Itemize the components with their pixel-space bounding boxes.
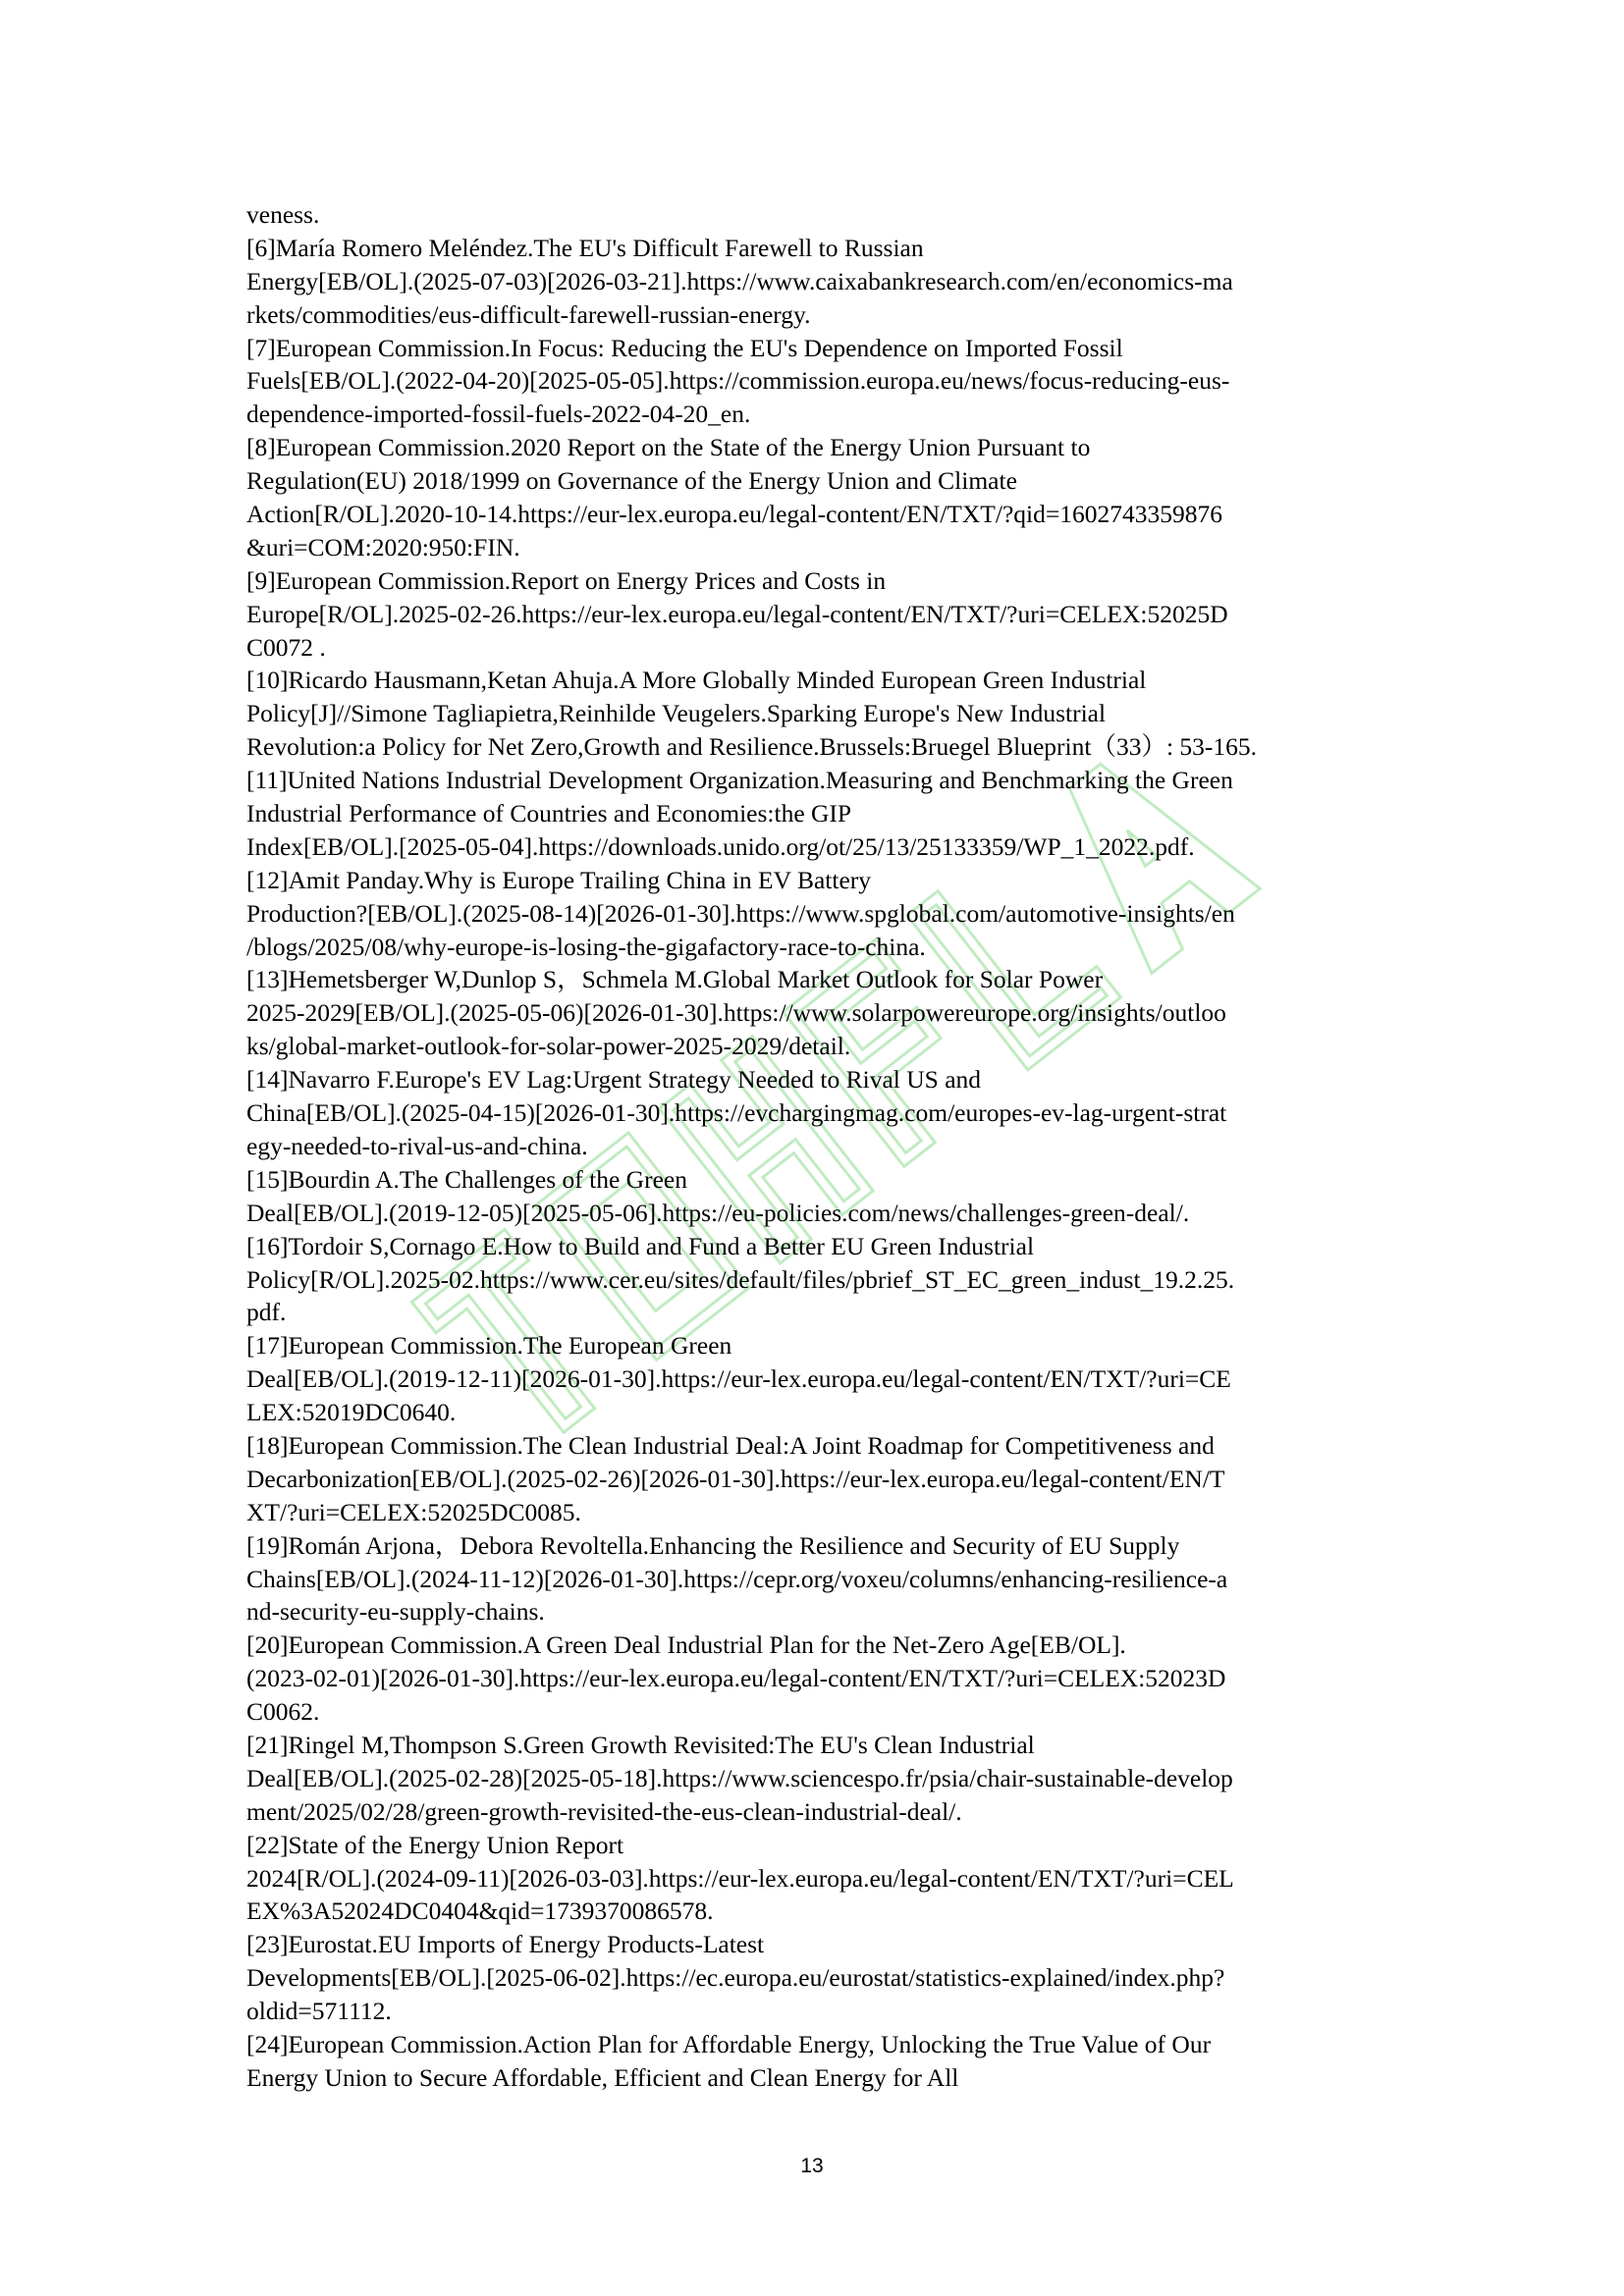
reference-line: [19]Román Arjona，Debora Revoltella.Enhancing the Resilience and Security of EU Supply bbox=[246, 1530, 1180, 1560]
reference-line: [14]Navarro F.Europe's EV Lag:Urgent Strategy Needed to Rival US and bbox=[246, 1065, 982, 1095]
reference-line: [13]Hemetsberger W,Dunlop S，Schmela M.Global Market Outlook for Solar Power bbox=[246, 965, 1104, 994]
reference-line: Energy[EB/OL].(2025-07-03)[2026-03-21].https://www.caixabankresearch.com/en/economics-ma bbox=[246, 266, 1233, 295]
page-number: 13 bbox=[800, 2155, 824, 2177]
reference-line: Developments[EB/OL].[2025-06-02].https://ec.europa.eu/eurostat/statistics-explained/index.php? bbox=[246, 1963, 1225, 1993]
reference-line: Deal[EB/OL].(2025-02-28)[2025-05-18].https://www.sciencespo.fr/psia/chair-sustainable-develop bbox=[246, 1763, 1233, 1792]
reference-line: [22]State of the Energy Union Report bbox=[246, 1830, 624, 1859]
reference-line: [20]European Commission.A Green Deal Industrial Plan for the Net-Zero Age[EB/OL]. bbox=[246, 1630, 1126, 1660]
reference-line: Chains[EB/OL].(2024-11-12)[2026-01-30].https://cepr.org/voxeu/columns/enhancing-resilience-a bbox=[246, 1564, 1228, 1593]
reference-line: Energy Union to Secure Affordable, Efficient and Clean Energy for All bbox=[246, 2062, 959, 2092]
reference-line: EX%3A52024DC0404&qid=1739370086578. bbox=[246, 1896, 714, 1926]
reference-line: Index[EB/OL].[2025-05-04].https://downloads.unido.org/ot/25/13/25133359/WP_1_2022.pdf. bbox=[246, 831, 1195, 861]
reference-line: C0062. bbox=[246, 1697, 320, 1727]
reference-line: [24]European Commission.Action Plan for Affordable Energy, Unlocking the True Value of Our bbox=[246, 2029, 1212, 2058]
reference-line: Regulation(EU) 2018/1999 on Governance of the Energy Union and Climate bbox=[246, 466, 1017, 496]
reference-line: [15]Bourdin A.The Challenges of the Green bbox=[246, 1164, 687, 1194]
reference-line: /blogs/2025/08/why-europe-is-losing-the-gigafactory-race-to-china. bbox=[246, 932, 926, 961]
reference-line: [6]María Romero Meléndez.The EU's Difficult Farewell to Russian bbox=[246, 233, 924, 262]
reference-line: Fuels[EB/OL].(2022-04-20)[2025-05-05].https://commission.europa.eu/news/focus-reducing-eus- bbox=[246, 366, 1230, 396]
reference-line: [8]European Commission.2020 Report on the State of the Energy Union Pursuant to bbox=[246, 433, 1091, 462]
reference-line: 2024[R/OL].(2024-09-11)[2026-03-03].https://eur-lex.europa.eu/legal-content/EN/TXT/?uri=CEL bbox=[246, 1863, 1234, 1893]
reference-line: [16]Tordoir S,Cornago E.How to Build and Fund a Better EU Green Industrial bbox=[246, 1231, 1035, 1260]
reference-line: pdf. bbox=[246, 1298, 287, 1327]
reference-line: XT/?uri=CELEX:52025DC0085. bbox=[246, 1497, 581, 1526]
reference-line: 2025-2029[EB/OL].(2025-05-06)[2026-01-30].https://www.solarpowereurope.org/insights/outloo bbox=[246, 998, 1226, 1028]
reference-list bbox=[246, 198, 1385, 2095]
reference-line: [18]European Commission.The Clean Industrial Deal:A Joint Roadmap for Competitiveness and bbox=[246, 1430, 1215, 1460]
reference-line: &uri=COM:2020:950:FIN. bbox=[246, 532, 520, 561]
reference-line: [11]United Nations Industrial Development Organization.Measuring and Benchmarking the Green bbox=[246, 766, 1233, 795]
reference-line: Policy[J]//Simone Tagliapietra,Reinhilde Veugelers.Sparking Europe's New Industrial bbox=[246, 699, 1107, 728]
reference-line: Revolution:a Policy for Net Zero,Growth and Resilience.Brussels:Bruegel Blueprint（33）: 53-165. bbox=[246, 732, 1258, 762]
reference-line: [10]Ricardo Hausmann,Ketan Ahuja.A More Globally Minded European Green Industrial bbox=[246, 666, 1147, 695]
reference-line: Industrial Performance of Countries and Economies:the GIP bbox=[246, 799, 852, 828]
reference-line: ment/2025/02/28/green-growth-revisited-the-eus-clean-industrial-deal/. bbox=[246, 1796, 962, 1826]
reference-line: [21]Ringel M,Thompson S.Green Growth Revisited:The EU's Clean Industrial bbox=[246, 1730, 1035, 1759]
reference-line: Action[R/OL].2020-10-14.https://eur-lex.europa.eu/legal-content/EN/TXT/?qid=1602743359876 bbox=[246, 500, 1222, 529]
reference-line: [17]European Commission.The European Green bbox=[246, 1331, 732, 1361]
reference-line: [9]European Commission.Report on Energy Prices and Costs in bbox=[246, 565, 887, 595]
reference-line: [7]European Commission.In Focus: Reducing the EU's Dependence on Imported Fossil bbox=[246, 333, 1123, 362]
reference-line: dependence-imported-fossil-fuels-2022-04-20_en. bbox=[246, 400, 751, 429]
reference-line: Europe[R/OL].2025-02-26.https://eur-lex.europa.eu/legal-content/EN/TXT/?uri=CELEX:52025D bbox=[246, 599, 1228, 628]
reference-line: nd-security-eu-supply-chains. bbox=[246, 1597, 545, 1627]
reference-line: Production?[EB/OL].(2025-08-14)[2026-01-30].https://www.spglobal.com/automotive-insights/en bbox=[246, 898, 1235, 928]
reference-line: oldid=571112. bbox=[246, 1997, 392, 2026]
reference-line: Deal[EB/OL].(2019-12-05)[2025-05-06].https://eu-policies.com/news/challenges-green-deal/. bbox=[246, 1198, 1190, 1227]
reference-line: China[EB/OL].(2025-04-15)[2026-01-30].https://evchargingmag.com/europes-ev-lag-urgent-strat bbox=[246, 1098, 1227, 1128]
reference-line: rkets/commodities/eus-difficult-farewell-russian-energy. bbox=[246, 299, 811, 329]
reference-line: [23]Eurostat.EU Imports of Energy Products-Latest bbox=[246, 1930, 765, 1959]
reference-line: (2023-02-01)[2026-01-30].https://eur-lex.europa.eu/legal-content/EN/TXT/?uri=CELEX:52023D bbox=[246, 1664, 1226, 1693]
reference-line: Decarbonization[EB/OL].(2025-02-26)[2026-01-30].https://eur-lex.europa.eu/legal-content/EN/T bbox=[246, 1464, 1225, 1493]
reference-line: Policy[R/OL].2025-02.https://www.cer.eu/sites/default/files/pbrief_ST_EC_green_indust_19.2.25. bbox=[246, 1264, 1235, 1294]
reference-line: [12]Amit Panday.Why is Europe Trailing China in EV Battery bbox=[246, 865, 872, 894]
reference-line: C0072 . bbox=[246, 632, 326, 662]
reference-line: LEX:52019DC0640. bbox=[246, 1398, 457, 1427]
reference-line: egy-needed-to-rival-us-and-china. bbox=[246, 1131, 588, 1160]
reference-line: Deal[EB/OL].(2019-12-11)[2026-01-30].https://eur-lex.europa.eu/legal-content/EN/TXT/?uri=CE bbox=[246, 1364, 1231, 1394]
reference-line: veness. bbox=[246, 200, 320, 229]
reference-line: ks/global-market-outlook-for-solar-power-2025-2029/detail. bbox=[246, 1032, 851, 1061]
